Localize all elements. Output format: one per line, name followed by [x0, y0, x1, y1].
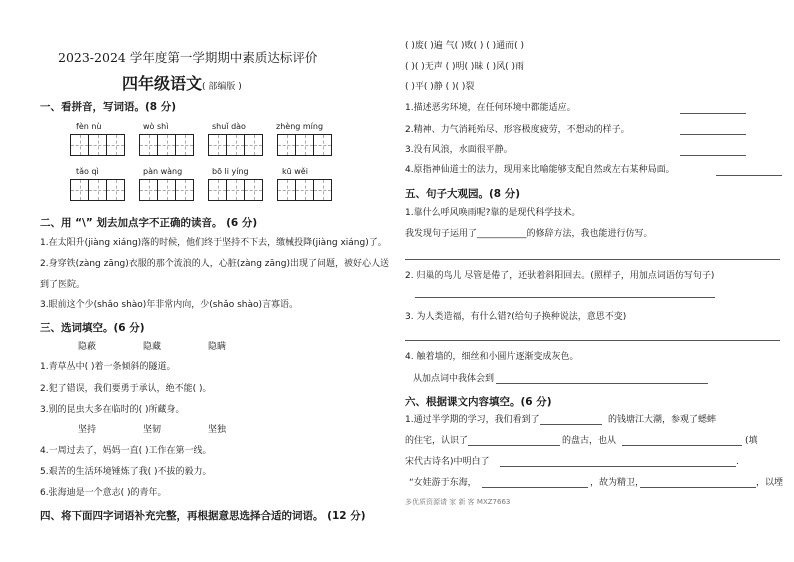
- s6-line-4b: ，故为精卫，: [590, 478, 645, 488]
- pinyin-1: fèn nù: [76, 122, 102, 131]
- idiom-row-2: ( )( )无声 ( )明( )昧 ( )风( )雨: [405, 62, 525, 72]
- writing-grid-8[interactable]: [277, 179, 332, 201]
- s6-blank-5[interactable]: [482, 487, 588, 488]
- s4-question-2: 2.精神、力气消耗殆尽、形容极度疲劳，不想动的样子。: [405, 125, 630, 135]
- pinyin-7: bō li yíng: [212, 167, 249, 176]
- s3-line-5: 5.艰苦的生活环境锤炼了我( )不拔的毅力。: [40, 467, 212, 477]
- s4-answer-line-3[interactable]: [680, 155, 746, 156]
- s5-line-4: 3. 为人类造福，有什么错?(给句子换种说法，意思不变): [405, 312, 627, 322]
- s6-line-1b: 的钱塘江大潮，参观了蟋蟀: [608, 415, 717, 425]
- s6-period: .: [736, 457, 739, 467]
- s3-line-2: 2.犯了错误，我们要勇于承认，绝不能( )。: [40, 384, 212, 394]
- s5-line-1: 1.靠什么呼风唤雨呢?靠的是现代科学技术。: [405, 208, 581, 218]
- section-3-heading: 三、选词填空。(6 分): [40, 322, 145, 334]
- s4-question-4: 4.原指神仙道士的法力，现用来比喻能够支配自然或左右某种局面。: [405, 165, 675, 175]
- s4-question-3: 3.没有风浪，水面很平静。: [405, 145, 513, 155]
- footer-watermark-text: 多优质资源请 家 新 客 MXZ7663: [405, 498, 511, 506]
- s6-line-2b: 的盘古，也从: [562, 436, 617, 446]
- edition-label: ( 部编版 ): [202, 82, 242, 92]
- word-option-3: 隐瞒: [208, 342, 227, 352]
- pinyin-5: tǎo qì: [76, 167, 99, 176]
- s5-line-6: 从加点词中我体会到: [413, 374, 495, 384]
- s6-blank-3[interactable]: [622, 445, 742, 446]
- exam-title: 2023-2024 学年度第一学期期中素质达标评价: [58, 50, 318, 65]
- writing-grid-5[interactable]: [70, 179, 125, 201]
- s3-line-4: 4.一周过去了，妈妈一直( )工作在第一线。: [40, 446, 212, 456]
- s4-answer-line-4[interactable]: [716, 175, 782, 176]
- s6-line-4c: ，以堙: [756, 478, 784, 488]
- pinyin-8: kū wěi: [282, 167, 308, 176]
- s6-blank-2[interactable]: [468, 445, 560, 446]
- writing-grid-4[interactable]: [277, 134, 332, 156]
- s5-line-3: 2. 归巢的鸟儿 尽管是倦了，还驮着斜阳回去。(照样子，用加点词语仿写句子): [405, 271, 715, 281]
- pinyin-3: shuǐ dào: [212, 122, 246, 131]
- s4-question-1: 1.描述恶劣环境，在任何环境中都能适应。: [405, 103, 576, 113]
- s5-answer-line-2[interactable]: [415, 297, 715, 298]
- s3-line-3: 3.别的昆虫大多在临时的( )所藏身。: [40, 405, 185, 415]
- writing-grid-2[interactable]: [139, 134, 194, 156]
- s2-line-3: 到了医院。: [40, 280, 86, 290]
- s4-answer-line-2[interactable]: [680, 134, 746, 135]
- writing-grid-3[interactable]: [208, 134, 263, 156]
- s2-line-1: 1.在太阳升(jiàng xiáng)落的时候，他们终于坚持不下去，缴械投降(jiàng xiáng)了。: [40, 238, 387, 248]
- s6-blank-4[interactable]: [500, 466, 736, 467]
- section-1-heading: 一、看拼音，写词语。(8 分): [40, 101, 177, 113]
- s5-answer-line-4[interactable]: [496, 383, 708, 384]
- s4-answer-line-1[interactable]: [680, 113, 746, 114]
- s5-line-5: 4. 触着墙的，细丝和小圆片逐渐变成灰色。: [405, 352, 579, 362]
- s6-line-3: 宋代古诗名)中明白了: [405, 457, 490, 467]
- s6-blank-1[interactable]: [540, 424, 602, 425]
- section-5-heading: 五、句子大观园。(8 分): [405, 188, 521, 200]
- s2-line-4: 3.眼前这个少(shǎo shào)年非常内向，少(shǎo shào)言寡语。: [40, 300, 299, 310]
- s6-line-2c: (填: [745, 436, 758, 446]
- word-option-4: 坚持: [78, 425, 97, 435]
- pinyin-4: zhèng míng: [276, 122, 324, 131]
- subject-name: 四年级语文: [122, 74, 203, 93]
- s5-answer-line-1[interactable]: [405, 259, 780, 260]
- s5-line-2: 我发现句子运用了___________的修辞方法，我也能进行仿写。: [405, 229, 653, 239]
- word-option-2: 隐藏: [143, 342, 162, 352]
- word-option-5: 坚韧: [143, 425, 162, 435]
- s6-line-4a: “女娃游于东海，: [409, 478, 477, 488]
- pinyin-6: pàn wàng: [143, 167, 183, 176]
- s3-line-6: 6.张海迪是一个意志( )的青年。: [40, 488, 167, 498]
- subject-title: [122, 71, 242, 94]
- section-4-heading: 四、将下面四字词语补充完整，再根据意思选择合适的词语。 (12 分): [40, 510, 366, 522]
- s6-line-2a: 的住宅，认识了: [405, 436, 469, 446]
- s5-answer-line-3[interactable]: [405, 340, 780, 341]
- idiom-row-3: ( )平( )静 ( )( )裂: [405, 82, 475, 92]
- writing-grid-6[interactable]: [139, 179, 194, 201]
- word-option-1: 隐蔽: [78, 342, 97, 352]
- s6-line-1a: 1.通过半学期的学习，我们看到了: [405, 415, 540, 425]
- word-option-6: 坚独: [208, 425, 227, 435]
- s2-line-2: 2.身穿铁(zàng zāng)衣服的那个流浪的人，心脏(zàng zāng)出现了问题，被好心人送: [40, 259, 389, 269]
- writing-grid-1[interactable]: [70, 134, 125, 156]
- s6-blank-6[interactable]: [640, 487, 756, 488]
- writing-grid-7[interactable]: [208, 179, 263, 201]
- idiom-row-1: ( )废( )遍 气( )败( ) ( )通而( ): [405, 41, 525, 51]
- section-2-heading: 二、用 “\” 划去加点字不正确的读音。 (6 分): [40, 217, 258, 229]
- s3-line-1: 1.青草丛中( )着一条倾斜的隧道。: [40, 362, 176, 372]
- pinyin-2: wò shì: [143, 122, 169, 131]
- section-6-heading: 六、根据课文内容填空。(6 分): [405, 396, 552, 408]
